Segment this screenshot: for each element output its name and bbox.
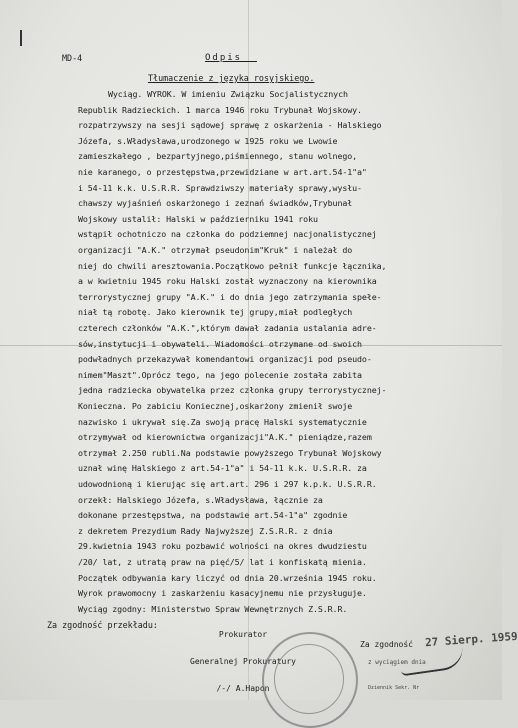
verdict-line: Republik Radzieckich. 1 marca 1946 roku Trybunał Wojskowy. (78, 104, 362, 115)
verdict-line: sów,instytucji i obywateli. Wiadomości otrzymane od swoich (78, 338, 362, 349)
verdict-line: otrzymywał od kierownictwa organizacji"A.K." pieniądze,razem (78, 432, 372, 443)
verdict-line: jedna radziecka obywatelka przez członka grupy terrorystycznej- (78, 385, 387, 396)
verdict-line: dokonane przestępstwa, na podstawie art.54-1"a" zgodnie (78, 510, 348, 521)
signer-role-2: Generalnej Prokuratury (190, 657, 296, 666)
verdict-line: podwładnych przekazywał komendantowi organizacji pod pseudo- (78, 354, 372, 365)
verdict-line: Wyciąg zgodny: Ministerstwo Spraw Wewnętrznych Z.S.R.R. (78, 603, 348, 614)
verdict-line: i 54-11 k.k. U.S.R.R. Sprawdziwszy materiały sprawy,wysłu- (78, 182, 362, 193)
verdict-line: wstąpił ochotniczo na członka do podziemnej nacjonalistycznej (78, 229, 377, 240)
verdict-line: Wyrok prawomocny i zaskarżeniu kasacyjnemu nie przysługuje. (78, 588, 367, 599)
document-subtitle: Tłumaczenie z języka rosyjskiego. (148, 73, 315, 83)
verdict-line: rozpatrzywszy na sesji sądowej sprawę z oskarżenia - Halskiego (78, 120, 382, 131)
conformity-label: Za zgodność (360, 640, 413, 649)
verdict-line: niej do chwili aresztowania.Początkowo pełnił funkcje łącznika, (78, 260, 387, 271)
verdict-line: z dekretem Prezydium Rady Najwyższej Z.S.R.R. z dnia (78, 525, 333, 536)
verdict-line: Początek odbywania kary liczyć od dnia 20.września 1945 roku. (78, 572, 377, 583)
verdict-line: zamieszkałego , bezpartyjnego,piśmiennego, stanu wolnego, (78, 151, 358, 162)
verdict-line: nazwisko i ukrywał się.Za swoją pracę Halski systematycznie (78, 416, 367, 427)
verdict-line: organizacji "A.K." otrzymał pseudonim"Kruk" i należał do (78, 245, 353, 255)
verdict-line: /20/ lat, z utratą praw na pięć/5/ lat i konfiskatą mienia. (78, 557, 367, 567)
verdict-line: czterech członków "A.K.",którym dawał zadania ustalania adre- (78, 323, 377, 333)
document-reference: MD-4 (62, 53, 83, 63)
verdict-line: niał tą robotę. Jako kierownik tej grupy,miał podległych (78, 307, 353, 318)
document-title: Odpis__ (205, 53, 257, 63)
signer-name: /-/ A.Hapon (216, 684, 270, 693)
verdict-line: terrorystycznej grupy "A.K." i do dnia jego zatrzymania spełe- (78, 291, 382, 302)
signer-role-1: Prokurator (218, 630, 268, 639)
verdict-line: Konieczna. Po zabiciu Koniecznej,oskarżony zmienił swoje (78, 401, 353, 411)
punch-mark (20, 30, 22, 46)
verdict-line: otrzymał 2.250 rubli.Na podstawie powyższego Trybunał Wojskowy (78, 447, 382, 458)
verdict-line: uznał winę Halskiego z art.54-1"a" i 54-11 k.k. U.S.R.R. za (78, 463, 367, 474)
translation-attestation: Za zgodność przekładu: (47, 620, 158, 630)
verdict-line: 29.kwietnia 1943 roku pozbawić wolności na okres dwudziestu (78, 541, 367, 552)
stamp-small-text: z wyciągiem dnia (368, 659, 426, 666)
round-seal (262, 632, 358, 728)
verdict-line: chawszy wyjaśnień oskarżonego i zeznań świadków,Trybunał (78, 198, 353, 209)
verdict-line: a w kwietniu 1945 roku Halski został wyznaczony na kierownika (78, 276, 377, 287)
verdict-line: nimem"Maszt".Oprócz tego, na jego polecenie została zabita (78, 369, 362, 380)
verdict-line: udowodnioną i kierując się art.art. 296 i 297 k.p.k. U.S.R.R. (78, 479, 377, 489)
verdict-line: Józefa, s.Władysława,urodzonego w 1925 roku we Lwowie (78, 135, 338, 146)
stamp-small-text-2: Dziennik Sekr. Nr (368, 685, 420, 691)
verdict-line: orzekł: Halskiego Józefa, s.Władysława, łącznie za (78, 494, 323, 505)
verdict-line: nie karanego, o przestępstwa,przewidziane w art.art.54-1"a" (78, 167, 367, 177)
handwritten-signature (399, 646, 465, 677)
verdict-line: Wyciąg. WYROK. W imieniu Związku Socjalistycznych (108, 89, 348, 99)
verdict-line: Wojskowy ustalił: Halski w październiku 1941 roku (78, 213, 318, 224)
date-stamp: 27 Sierp. 1959 (424, 629, 518, 650)
